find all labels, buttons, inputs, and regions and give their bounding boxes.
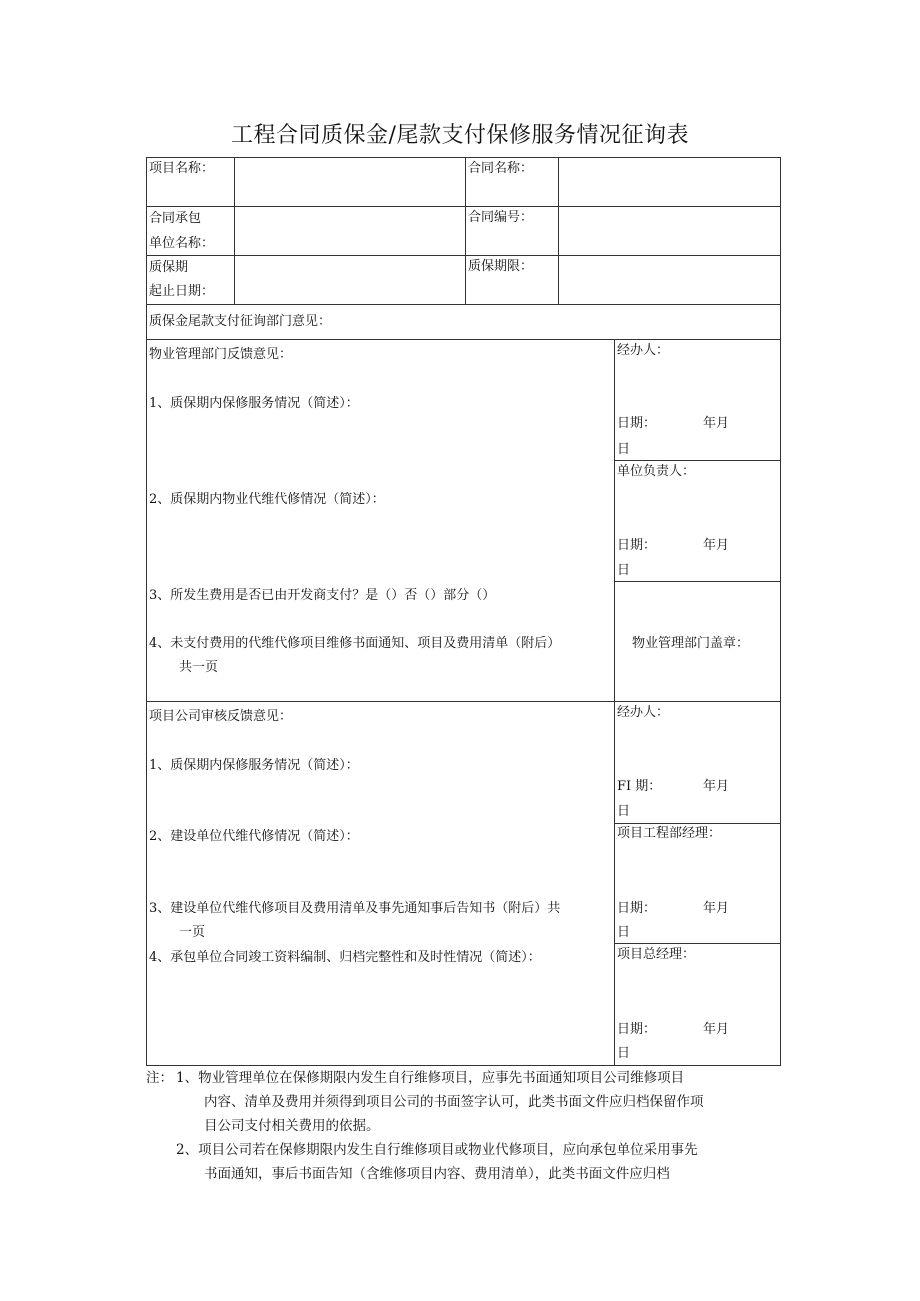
date-label: FI 期： [617, 779, 662, 794]
project-item-2: 2、建设单位代维代修情况（简述）： [149, 829, 359, 844]
table-border-top [146, 157, 781, 158]
engineering-manager-label: 项目工程部经理： [617, 826, 722, 841]
notes-prefix: 注： [146, 1070, 173, 1086]
year-month-label: 年月 [703, 779, 730, 794]
project-feedback-heading: 项目公司审核反馈意见： [149, 709, 293, 724]
property-item-4-line2: 共一页 [179, 660, 219, 675]
row-divider [146, 304, 781, 305]
project-item-3-line2: 一页 [179, 925, 206, 940]
year-month-label: 年月 [703, 538, 730, 553]
col-divider [614, 339, 615, 1065]
day-label: 日 [617, 925, 631, 940]
note-2-line1: 2、项目公司若在保修期限内发生自行维修项目或物业代修项目，应向承包单位采用事先 [176, 1142, 698, 1158]
contract-no-label: 合同编号： [468, 210, 534, 225]
warranty-term-label: 质保期限： [468, 259, 534, 274]
handler-label: 经办人： [617, 343, 670, 358]
note-1-line3: 目公司支付相关费用的依据。 [204, 1118, 380, 1134]
note-1-line1: 1、物业管理单位在保修期限内发生自行维修项目，应事先书面通知项目公司维修项目 [176, 1070, 685, 1086]
note-2-line2: 书面通知，事后书面告知（含维修项目内容、费用清单），此类书面文件应归档 [204, 1166, 670, 1182]
year-month-label: 年月 [703, 1022, 730, 1037]
date-label: 日期： [617, 538, 657, 553]
day-label: 日 [617, 804, 631, 819]
contractor-label-line1: 合同承包 [149, 211, 202, 226]
property-seal-label: 物业管理部门盖章： [632, 636, 750, 651]
project-name-label: 项目名称： [149, 161, 215, 176]
contractor-label-line2: 单位名称： [149, 236, 215, 251]
col-divider [234, 157, 235, 304]
inquiry-dept-label: 质保金尾款支付征询部门意见： [149, 314, 332, 329]
note-1-line2: 内容、清单及费用并须得到项目公司的书面签字认可，此类书面文件应归档保留作项 [204, 1094, 704, 1110]
property-item-4-line1: 4、未支付费用的代维代修项目维修书面通知、项目及费用清单（附后） [149, 636, 561, 651]
contract-name-label: 合同名称： [468, 161, 534, 176]
section-divider [146, 701, 781, 702]
year-month-label: 年月 [703, 416, 730, 431]
row-divider [146, 339, 781, 340]
col-divider [465, 157, 466, 304]
day-label: 日 [617, 563, 631, 578]
table-border-left [146, 157, 147, 1066]
table-border-right [780, 157, 781, 1066]
date-label: 日期： [617, 901, 657, 916]
property-feedback-heading: 物业管理部门反馈意见： [149, 347, 293, 362]
col-divider [558, 157, 559, 304]
row-divider [146, 255, 781, 256]
property-item-2: 2、质保期内物业代维代修情况（简述）： [149, 492, 385, 507]
property-item-3: 3、所发生费用是否已由开发商支付？是（）否（）部分（） [149, 588, 496, 603]
handler-label: 经办人： [617, 705, 670, 720]
date-label: 日期： [617, 416, 657, 431]
row-divider [146, 206, 781, 207]
general-manager-label: 项目总经理： [617, 947, 696, 962]
warranty-label-line2: 起止日期： [149, 284, 215, 299]
form-title: 工程合同质保金/尾款支付保修服务情况征询表 [231, 123, 689, 148]
day-label: 日 [617, 1046, 631, 1061]
warranty-label-line1: 质保期 [149, 260, 189, 275]
project-item-3-line1: 3、建设单位代维代修项目及费用清单及事先通知事后告知书（附后）共 [149, 901, 561, 916]
project-item-1: 1、质保期内保修服务情况（简述）： [149, 758, 359, 773]
project-item-4: 4、承包单位合同竣工资料编制、归档完整性和及时性情况（简述）： [149, 950, 541, 965]
year-month-label: 年月 [703, 901, 730, 916]
property-item-1: 1、质保期内保修服务情况（简述）： [149, 396, 359, 411]
signature-divider [614, 581, 781, 582]
date-label: 日期： [617, 1022, 657, 1037]
responsible-person-label: 单位负责人： [617, 464, 696, 479]
day-label: 日 [617, 442, 631, 457]
